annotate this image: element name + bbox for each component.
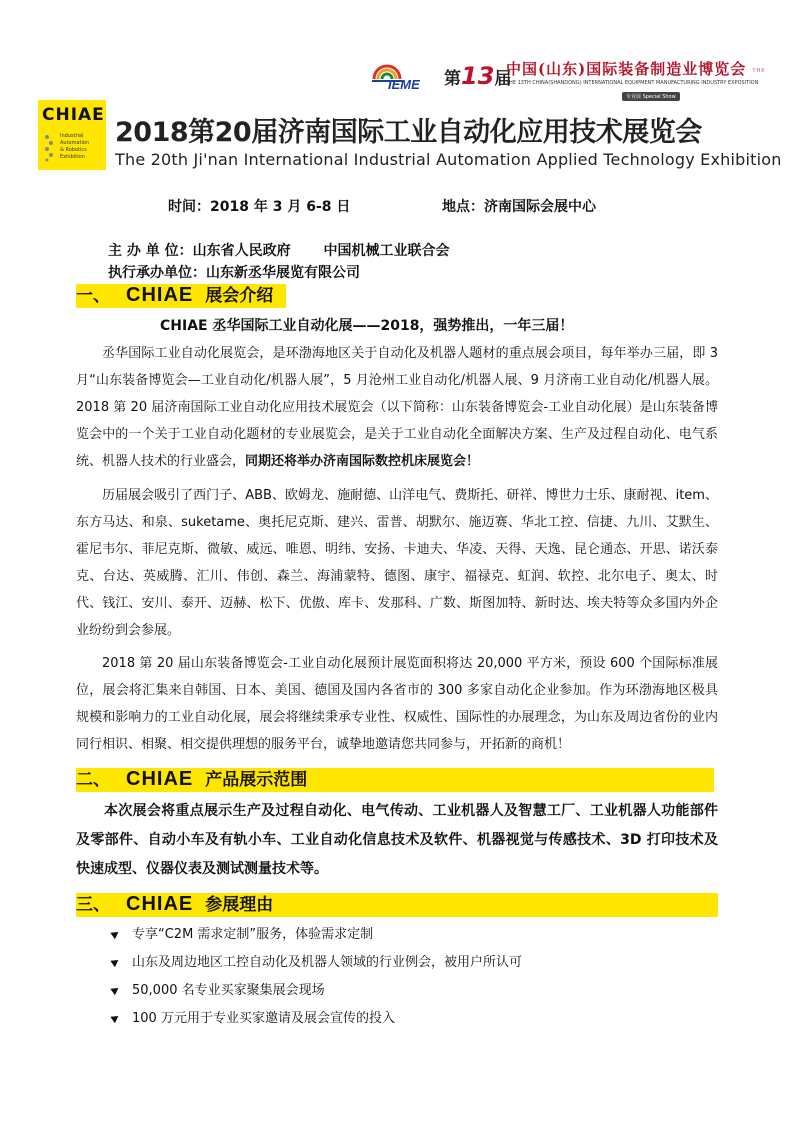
reasons-list (112, 925, 522, 1037)
host-label: 主 办 单 位：山东省人民政府 (108, 243, 291, 259)
edition-label (444, 62, 511, 90)
edition-prefix: 第 (444, 69, 461, 89)
section1-para1-bold: 同期还将举办济南国际数控机床展览会！ (245, 454, 480, 469)
section3-number: 三、 (76, 895, 110, 915)
section3-brand: CHIAE (126, 893, 194, 915)
section1-number: 一、 (76, 286, 110, 306)
section1-para3: 2018 第 20 届山东装备博览会-工业自动化展预计展览面积将达 20,000 平方米，预设 600 个国际标准展位，展会将汇集来自韩国、日本、美国、德国及国内各省市的 300 多家自动化企业参加。作为环渤海地区极具规模和影响力的工业自动化展，展会将继续秉承专业性、权威性、国际性的办展理念，为山东及周边省份的业内同行相识、相聚、相交提供理想的服务平台，诚挚地邀请您共同参与，开拓新的商机！ (76, 656, 718, 752)
chiae-logo-sub-line: Exhibition (60, 154, 85, 160)
list-item (112, 1009, 522, 1037)
section3-heading (76, 893, 718, 917)
bullet-arrow-icon (110, 929, 120, 940)
special-show-badge: 专业展 Special Show (622, 92, 680, 101)
expo-cn-text: 中国(山东)国际装备制造业博览会 (506, 60, 747, 78)
chiae-logo (38, 100, 106, 170)
edition-number: 13 (461, 62, 495, 90)
section1-para2: 历届展会吸引了西门子、ABB、欧姆龙、施耐德、山洋电气、费斯托、研祥、博世力士乐、康耐视、item、东方马达、和泉、suketame、奥托尼克斯、建兴、雷普、胡默尔、施迈赛、华北工控、信捷、九川、艾默生、霍尼韦尔、菲尼克斯、微敏、威远、唯恩、明纬、安扬、卡迪夫、华凌、天得、天逸、昆仑通态、开思、诺沃泰克、台达、英威腾、汇川、伟创、森兰、海浦蒙特、德图、康宇、福禄克、虹润、软控、北尔电子、奥太、时代、钱江、安川、泰开、迈赫、松下、优傲、库卡、发那科、广数、斯图加特、新时达、埃夫特等众多国内外企业纷纷到会参展。 (76, 488, 718, 638)
list-item-text: 山东及周边地区工控自动化及机器人领域的行业例会，被用户所认可 (132, 955, 523, 970)
ieme-logo (368, 55, 446, 95)
expo-cn-title (506, 58, 765, 79)
section3-title: 参展理由 (205, 895, 274, 915)
host-second: 中国机械工业联合会 (323, 243, 450, 259)
list-item (112, 953, 522, 981)
list-item-text: 100 万元用于专业买家邀请及展会宣传的投入 (132, 1011, 395, 1026)
event-location: 地点：济南国际会展中心 (442, 199, 596, 215)
section1-para1 (76, 340, 718, 475)
host-line (108, 240, 450, 260)
chiae-logo-sub-line: & Robotics (60, 147, 87, 153)
section2-body: 本次展会将重点展示生产及过程自动化、电气传动、工业机器人及智慧工厂、工业机器人功能部件及零部件、自动小车及有轨小车、工业自动化信息技术及软件、机器视觉与传感技术、3D 打印技术及快速成型、仪器仪表及测试测量技术等。 (76, 803, 718, 877)
event-time: 时间：2018 年 3 月 6-8 日 (168, 199, 351, 215)
section2-title: 产品展示范围 (205, 770, 308, 790)
chiae-logo-sub (60, 133, 89, 161)
bullet-arrow-icon (110, 1013, 120, 1024)
edition-suffix: 届 (494, 69, 512, 89)
section1-title: 展会介绍 (205, 286, 274, 306)
organizer-line: 执行承办单位：山东新丞华展览有限公司 (108, 265, 360, 281)
expo-cn-small: ᵀᴴᴱ (752, 68, 766, 76)
list-item-text: 50,000 名专业买家聚集展会现场 (132, 983, 325, 998)
chiae-logo-sub-line: Automation (60, 140, 90, 146)
section2-brand: CHIAE (126, 768, 194, 790)
list-item (112, 981, 522, 1009)
section2-heading (76, 768, 714, 792)
section1-heading (76, 284, 286, 308)
expo-en-title: THE 13TH CHINA(SHANDONG) INTERNATIONAL EQUIPMENT MANUFACTURING INDUSTRY EXPOSITION (506, 80, 759, 86)
chiae-logo-sub-line: Industrial (60, 133, 84, 139)
bullet-arrow-icon (110, 957, 120, 968)
page-subtitle: The 20th Ji'nan International Industrial Automation Applied Technology Exhibition (115, 150, 782, 169)
section1-para1-text: 丞华国际工业自动化展览会，是环渤海地区关于自动化及机器人题材的重点展会项目，每年举办三届，即 3 月“山东装备博览会—工业自动化/机器人展”，5 月沧州工业自动化/机器人展、9 月济南工业自动化/机器人展。2018 第 20 届济南国际工业自动化应用技术展览会（以下简称：山东装备博览会-工业自动化展）是山东装备博览会中的一个关于工业自动化题材的专业展览会，是关于工业自动化全面解决方案、生产及过程自动化、电气系统、机器人技术的行业盛会， (76, 346, 718, 469)
section2-number: 二、 (76, 770, 110, 790)
chiae-dots-icon (44, 134, 54, 162)
list-item (112, 925, 522, 953)
section1-headline: CHIAE 丞华国际工业自动化展——2018，强势推出，一年三届！ (160, 318, 574, 334)
list-item-text: 专享“C2M 需求定制”服务，体验需求定制 (132, 927, 374, 942)
bullet-arrow-icon (110, 985, 120, 996)
ieme-logo-text: IEME (388, 77, 420, 92)
section1-brand: CHIAE (126, 284, 194, 306)
page-title: 2018第20届济南国际工业自动化应用技术展览会 (115, 117, 702, 148)
chiae-logo-word: CHIAE (42, 105, 105, 125)
